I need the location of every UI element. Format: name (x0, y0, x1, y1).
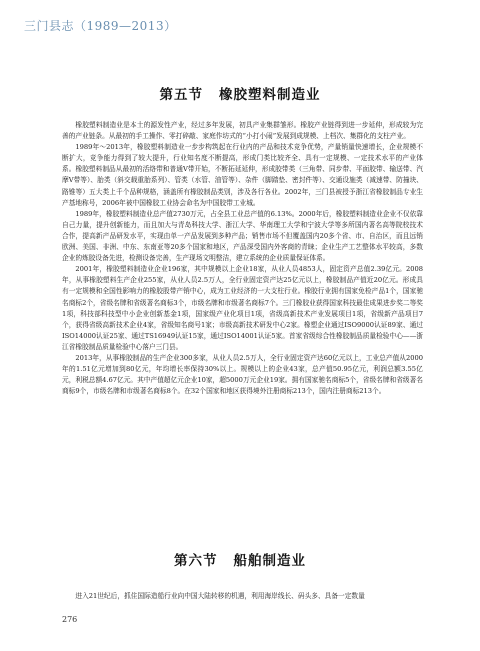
section-heading (0, 549, 480, 569)
section-title: 橡胶塑料制造业 (219, 87, 321, 103)
running-header: 三门县志（1989—2013） (24, 19, 177, 33)
section-heading (0, 83, 480, 103)
section-number: 第五节 (159, 87, 203, 103)
body-paragraph: 进入21世纪后，抓住国际造船行业向中国大陆转移的机遇，利用海岸线长、码头多、具备一定数量 (75, 592, 365, 600)
body-paragraph: 橡胶塑料制造业是本土的源发性产业，经过多年发展，初具产业集群雏形。橡胶产业链得到进一步延伸，形成较为完善的产业链条。从最初的手工操作、零打碎敲、家庭作坊式的“小打小闹”发展到成规模、上档次、集群化的支柱产业。 (62, 121, 423, 141)
body-paragraph: 2013年，从事橡胶制品的生产企业300多家，从业人员2.5万人，全行业固定资产达60亿元以上，工业总产值从2000年的1.51亿元增加到80亿元，年均增长率保持30%以上。规模以上的企业43家，总产值50.95亿元，利润总额3.55亿元，利税总额4.67亿元。其中产值超亿元企业10家，超5000万元企业19家。拥有国家驰名商标5个，省级名牌和省级著名商标9个，市级名牌和市级著名商标8个。在32个国家和地区获得境外注册商标213个，国内注册商标213个。 (62, 353, 423, 396)
body-paragraph: 1989年，橡胶塑料制造业总产值2730万元，占全县工业总产值的6.13%。2000年后，橡胶塑料制造业企业不仅依靠自己力量，提升创新能力，而且加大与青岛科技大学、浙江大学、华南理工大学和宁波大学等多所国内著名高等院校技术合作，提高新产品研发水平，实现由单一产品发展到多种产品；销售市场不但覆盖国内20多个省、市、自治区，而且远销欧洲、美国、非洲、中东、东南亚等20多个国家和地区，产品深受国内外客商的青睐；企业生产工艺整体水平较高，多数企业的炼胶设备先进，检测设备完善，生产现场文明整洁，建立系统的企业质量保证体系。 (62, 209, 423, 263)
section-title: 船舶制造业 (233, 553, 306, 569)
section-number: 第六节 (174, 553, 218, 569)
page-number: 276 (62, 615, 78, 624)
section-body (62, 591, 423, 602)
body-paragraph: 2001年，橡胶塑料制造业企业196家，其中规模以上企业18家，从业人员4853人，固定资产总值2.39亿元。2008年，从事橡胶塑料生产企业255家，从业人员2.5万人，全行业固定资产达25亿元以上，橡胶制品产值近20亿元。形成具有一定规模和全国性影响力的橡胶股带产销中心，成为工业经济的一大支柱行业。橡胶行业拥有国家免检产品1个，国家驰名商标2个，省级名牌和省级著名商标3个，市级名牌和市级著名商标7个。三门橡胶业获得国家科技最佳成果进步奖二等奖1项，科技部科技型中小企业创新基金1项，国家级产业化项目1项，省级高新技术产业发展项目1项，省级新产品项目7个，获得省级高新技术企业4家，省级知名商号1家；市级高新技术研发中心2家。橡塑企业通过ISO9000认证89家、通过ISO14000认证25家、通过TS16949认证15家，通过ISO14001认证5家。首家省级综合性橡胶制品质量检验中心——浙江省橡胶制品质量检验中心落户三门县。 (62, 265, 423, 351)
body-paragraph: 1989年～2013年，橡胶塑料制造业一步步构筑起在行业内的产品和技术竞争优势，产量销量快速增长，企业规模不断扩大，竞争能力得到了较大提升，行业知名度不断提高，形成门类比较齐全、具有一定规模、一定技术水平的产业体系。橡胶塑料制品从最初的活络带和普通V带开始，不断拓延延伸，形成胶带类（三角带、同步带、平面胶带、输送带、汽摩V带等）、胎类（斜交载重胎系列）、管类（水管、油管等）、杂件（脚踏垫、密封件等）、交通设施类（减速带、防撞块、路锥等）五大类上千个品种规格，涵盖所有橡胶制品类别，涉及各行各业。2002年，三门县被授予浙江省橡胶制品专业生产基地称号，2006年被中国橡胶工业协会命名为中国胶带工业城。 (62, 143, 423, 207)
section-body (62, 120, 423, 397)
